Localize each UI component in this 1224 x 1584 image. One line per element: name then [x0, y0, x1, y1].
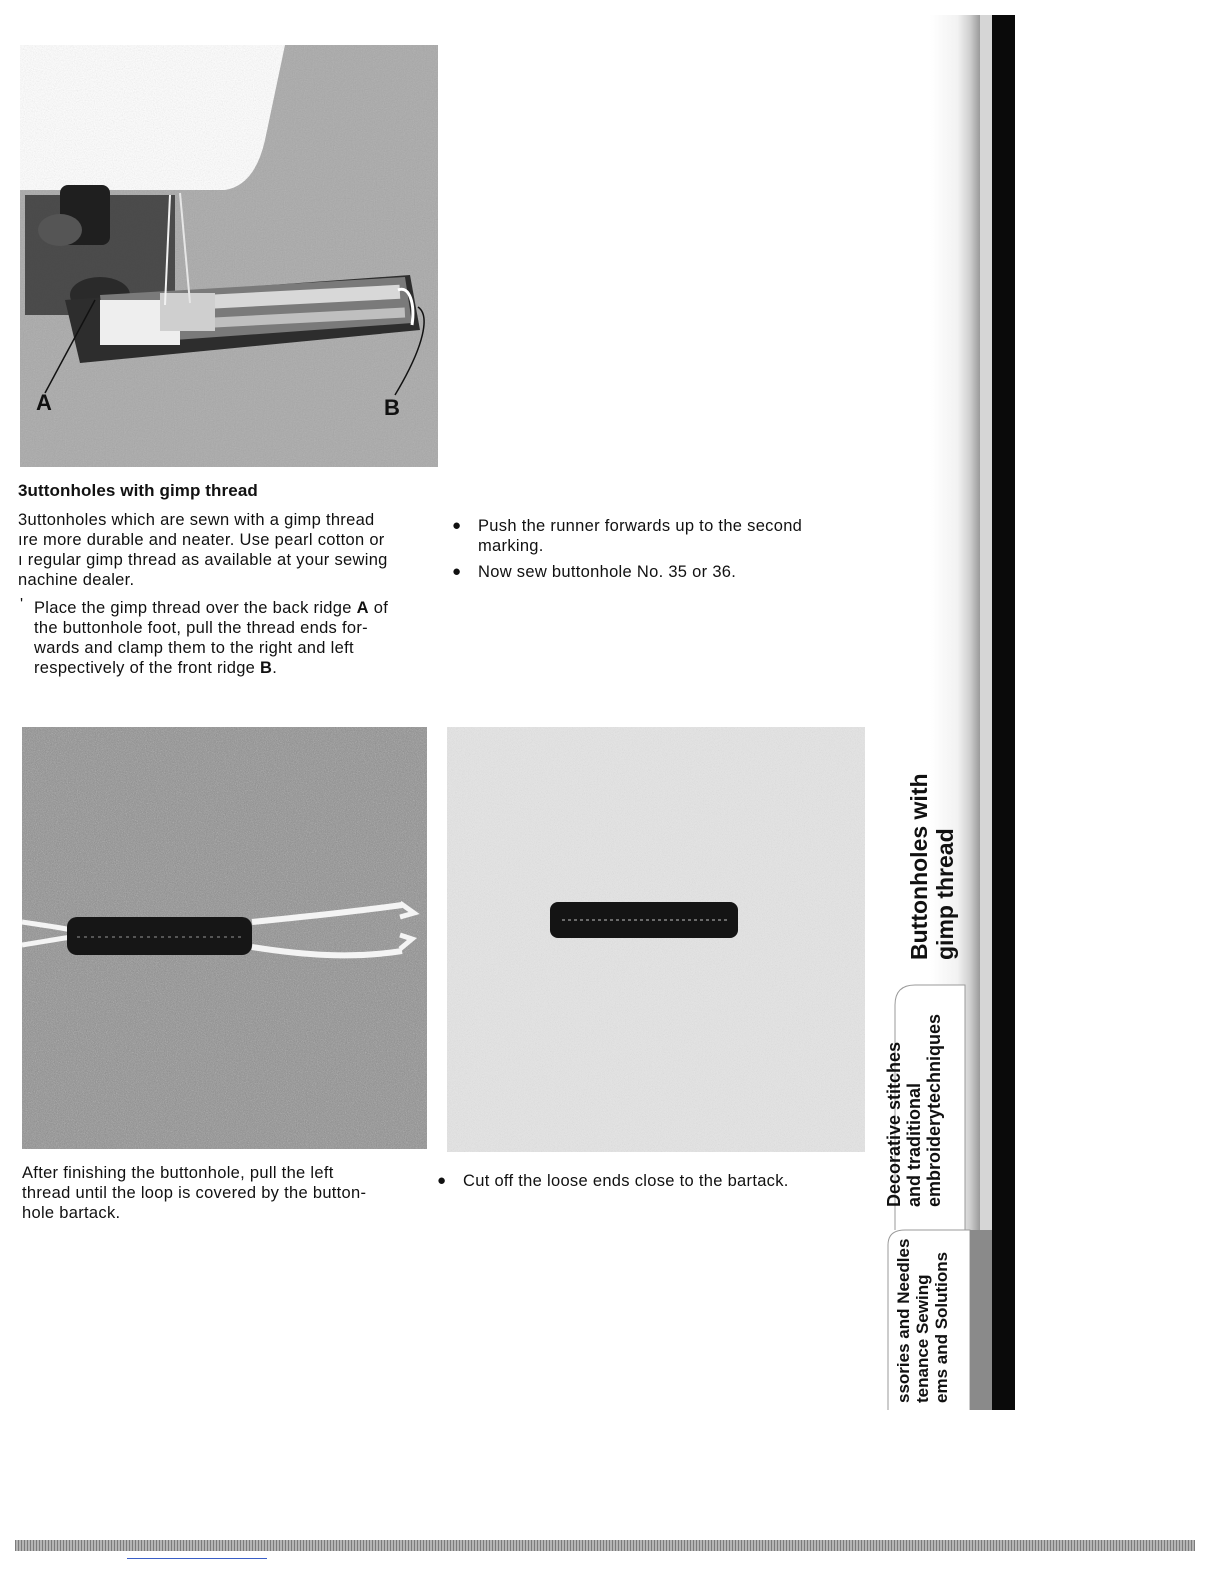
label-a: A [36, 390, 52, 415]
tab-line: ems and Solutions [932, 1251, 951, 1403]
section-heading: 3uttonholes with gimp thread [18, 481, 258, 500]
bottom-border-band [15, 1540, 1195, 1551]
tab-line: embroiderytechniques [924, 1013, 944, 1207]
tab-line: and traditional [904, 1082, 924, 1207]
tab-line: ssories and Needles [894, 1238, 913, 1403]
caption-bottom-left [22, 1163, 432, 1223]
caption-line: After finishing the buttonhole, pull the left [22, 1164, 334, 1182]
step1-line: the buttonhole foot, pull the thread ends for- [34, 619, 368, 637]
bullet-line: Now sew buttonhole No. 35 or 36. [478, 563, 737, 581]
bottom-accent-line [127, 1558, 267, 1559]
bullet-icon: ● [437, 1172, 447, 1189]
step1-line: wards and clamp them to the right and left [34, 639, 354, 657]
bullet-icon: ● [452, 517, 462, 534]
corded-buttonhole-photo [22, 727, 427, 1149]
tab-line: tenance Sewing [913, 1274, 932, 1403]
caption-line: hole bartack. [22, 1204, 121, 1222]
step1-line: respectively of the front ridge B. [34, 659, 278, 677]
intro-paragraph [18, 510, 438, 590]
intro-line: nachine dealer. [18, 571, 135, 589]
intro-line: ıre more durable and neater. Use pearl cotton or [18, 531, 385, 549]
bullet-line: Push the runner forwards up to the second [478, 517, 803, 535]
tab-strip [870, 15, 1015, 1410]
step-marker: ' [20, 596, 24, 613]
intro-line: ı regular gimp thread as available at your sewing [18, 551, 388, 569]
tab-line: gimp thread [932, 828, 958, 960]
finished-buttonhole-photo [447, 727, 865, 1152]
tab-accessories-maintenance[interactable] [894, 1239, 951, 1403]
caption-line: thread until the loop is covered by the button- [22, 1184, 367, 1202]
step1-line: Place the gimp thread over the back ridge A of [34, 599, 389, 617]
bullet-icon: ● [452, 563, 462, 580]
tab-decorative-stitches[interactable] [884, 1014, 944, 1207]
step1-paragraph [34, 598, 444, 678]
intro-line: 3uttonholes which are sewn with a gimp thread [18, 511, 375, 529]
tab-line: Decorative stitches [884, 1041, 904, 1207]
caption-bottom-right: Cut off the loose ends close to the bartack. [463, 1172, 789, 1190]
label-b: B [384, 395, 400, 420]
tab-buttonholes-gimp[interactable] [906, 773, 958, 960]
tab-line: Buttonholes with [906, 773, 932, 960]
bullet-line: marking. [478, 537, 544, 555]
buttonhole-foot-photo [20, 45, 438, 467]
